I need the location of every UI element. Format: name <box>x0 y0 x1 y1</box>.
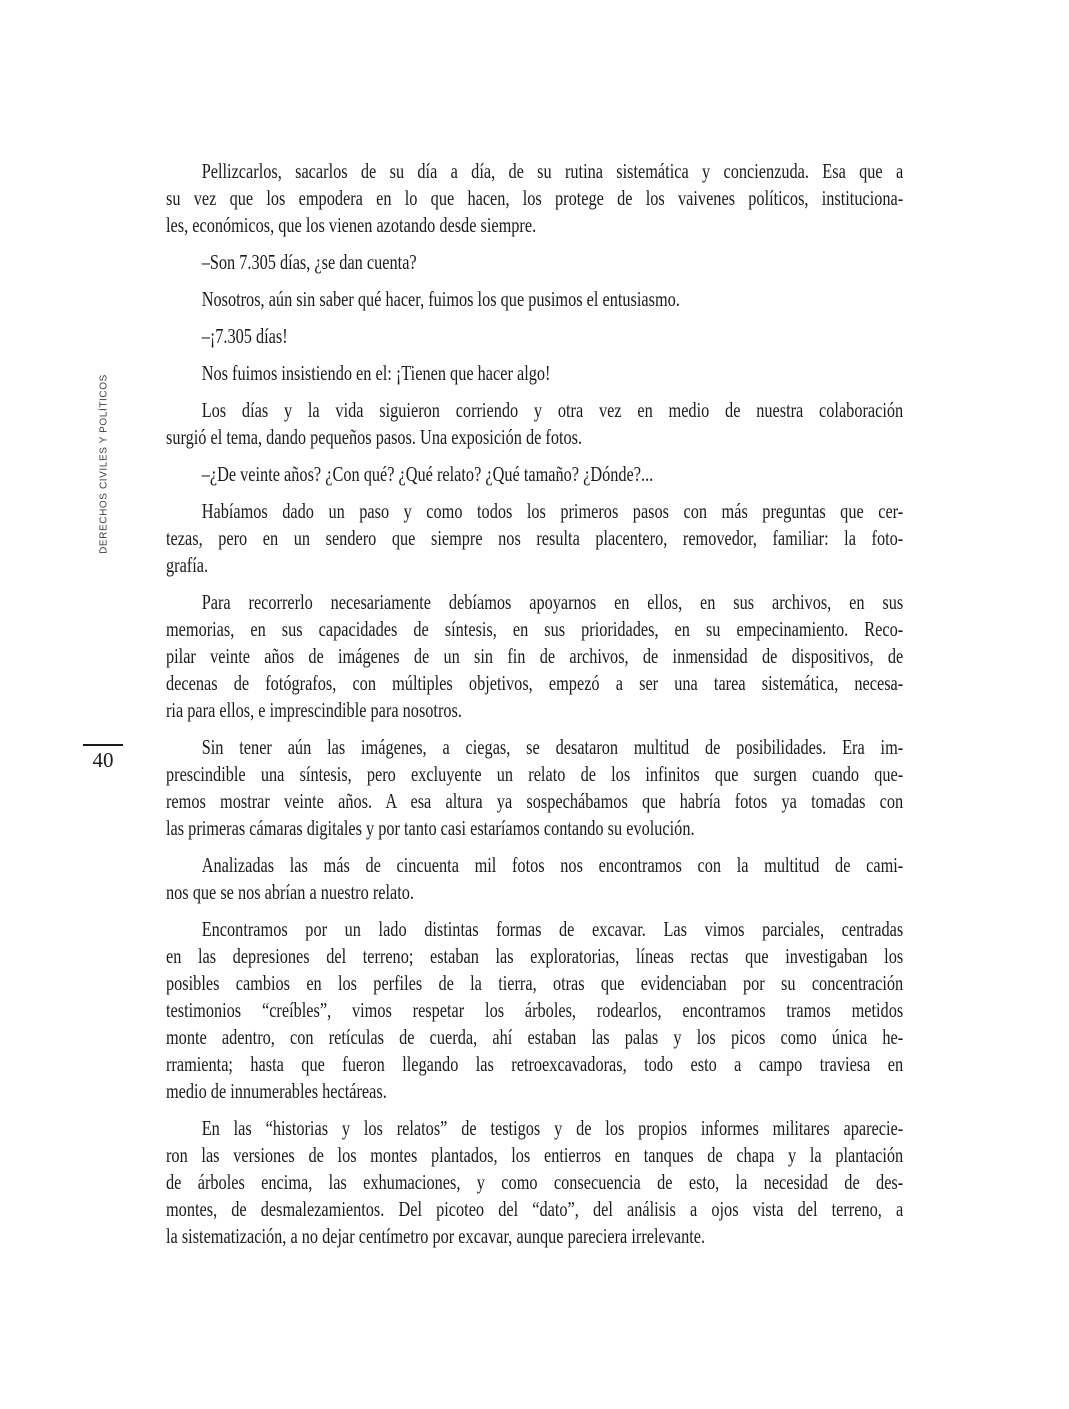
text-line: en las depresiones del terreno; estaban las exploratorias, líneas rectas que investigaban los <box>166 944 904 968</box>
text-line: prescindible una síntesis, pero excluyente un relato de los infinitos que surgen cuando que- <box>166 762 904 786</box>
text-line: ria para ellos, e imprescindible para nosotros. <box>166 698 462 722</box>
text-line: rramienta; hasta que fueron llegando las retroexcavadoras, todo esto a campo traviesa en <box>166 1052 904 1076</box>
paragraph <box>166 734 903 842</box>
page-number-block <box>83 744 123 771</box>
paragraph <box>166 158 903 239</box>
section-label-vertical: DERECHOS CIVILES Y POLÍTICOS <box>98 374 110 554</box>
text-line: grafía. <box>166 553 209 577</box>
text-line: –¿De veinte años? ¿Con qué? ¿Qué relato? ¿Qué tamaño? ¿Dónde?... <box>201 462 654 486</box>
text-line: posibles cambios en los perfiles de la tierra, otras que evidenciaban por su concentración <box>166 971 904 995</box>
text-line: Nos fuimos insistiendo en el: ¡Tienen que hacer algo! <box>201 361 551 385</box>
text-line: –Son 7.305 días, ¿se dan cuenta? <box>201 250 417 274</box>
page-number-rule <box>83 744 123 746</box>
text-line: tezas, pero en un sendero que siempre nos resulta placentero, removedor, familiar: la foto- <box>166 526 904 550</box>
paragraph <box>166 286 903 313</box>
text-line: Nosotros, aún sin saber qué hacer, fuimos los que pusimos el entusiasmo. <box>201 287 680 311</box>
text-line: la sistematización, a no dejar centímetro por excavar, aunque pareciera irrelevante. <box>166 1224 706 1248</box>
text-line: remos mostrar veinte años. A esa altura ya sospechábamos que habría fotos ya tomadas con <box>166 789 904 813</box>
text-line: Para recorrerlo necesariamente debíamos apoyarnos en ellos, en sus archivos, en sus <box>201 590 904 614</box>
text-line: memorias, en sus capacidades de síntesis, en sus prioridades, en su empecinamiento. Reco- <box>166 617 904 641</box>
page-number: 40 <box>92 748 114 772</box>
text-line: nos que se nos abrían a nuestro relato. <box>166 880 414 904</box>
text-line: monte adentro, con retículas de cuerda, ahí estaban las palas y los picos como única he- <box>166 1025 904 1049</box>
text-line: de árboles encima, las exhumaciones, y como consecuencia de esto, la necesidad de des- <box>166 1170 904 1194</box>
text-line: pilar veinte años de imágenes de un sin fin de archivos, de inmensidad de dispositivos, de <box>166 644 904 668</box>
paragraph <box>166 323 903 350</box>
paragraph <box>166 249 903 276</box>
text-line: decenas de fotógrafos, con múltiples objetivos, empezó a ser una tarea sistemática, necesa- <box>166 671 904 695</box>
text-line: En las “historias y los relatos” de testigos y de los propios informes militares aparecie- <box>201 1116 904 1140</box>
paragraph-container <box>166 158 903 1250</box>
text-line: las primeras cámaras digitales y por tanto casi estaríamos contando su evolución. <box>166 816 695 840</box>
text-line: ron las versiones de los montes plantados, los entierros en tanques de chapa y la plantación <box>166 1143 904 1167</box>
paragraph <box>166 916 903 1105</box>
text-line: Los días y la vida siguieron corriendo y otra vez en medio de nuestra colaboración <box>201 398 904 422</box>
paragraph <box>166 589 903 724</box>
text-line: surgió el tema, dando pequeños pasos. Una exposición de fotos. <box>166 425 583 449</box>
text-line: Analizadas las más de cincuenta mil fotos nos encontramos con la multitud de cami- <box>201 853 904 877</box>
text-line: les, económicos, que los vienen azotando desde siempre. <box>166 213 537 237</box>
paragraph <box>166 360 903 387</box>
paragraph <box>166 852 903 906</box>
text-line: Habíamos dado un paso y como todos los primeros pasos con más preguntas que cer- <box>201 499 904 523</box>
text-line: testimonios “creíbles”, vimos respetar los árboles, rodearlos, encontramos tramos metidos <box>166 998 904 1022</box>
text-line: Pellizcarlos, sacarlos de su día a día, de su rutina sistemática y concienzuda. Esa que a <box>201 159 904 183</box>
paragraph <box>166 498 903 579</box>
text-line: su vez que los empodera en lo que hacen, los protege de los vaivenes políticos, instituciona- <box>166 186 904 210</box>
text-line: medio de innumerables hectáreas. <box>166 1079 387 1103</box>
body-text <box>166 158 903 1250</box>
text-line: montes, de desmalezamientos. Del picoteo del “dato”, del análisis a ojos vista del terreno, a <box>166 1197 904 1221</box>
text-line: Sin tener aún las imágenes, a ciegas, se desataron multitud de posibilidades. Era im- <box>201 735 904 759</box>
paragraph <box>166 461 903 488</box>
paragraph <box>166 397 903 451</box>
text-line: Encontramos por un lado distintas formas de excavar. Las vimos parciales, centradas <box>201 917 904 941</box>
paragraph <box>166 1115 903 1250</box>
text-line: –¡7.305 días! <box>201 324 288 348</box>
